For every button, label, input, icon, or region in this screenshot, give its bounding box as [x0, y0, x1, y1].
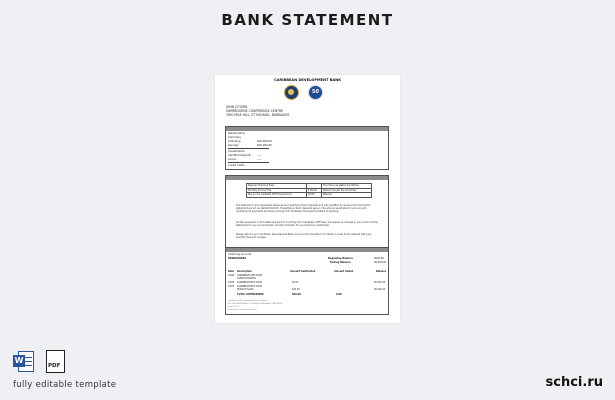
address-line: SHERBOURNE CONFERENCE CENTRE [226, 109, 284, 114]
account-number: 0000000000 [228, 257, 247, 260]
total-added: 0.00 [336, 293, 342, 296]
address-line: JOHN CITIZEN [226, 105, 248, 109]
row-balance: 00,000.00 [374, 281, 386, 284]
total-label: TOTAL SUMMARIZED [237, 293, 264, 296]
checking-section-header [226, 176, 388, 180]
col-description: Description [237, 270, 252, 273]
statement-document [215, 75, 400, 323]
summary-value: ----- [257, 158, 262, 161]
bank-seal-logo [284, 85, 299, 100]
site-watermark: schci.ru [545, 375, 603, 390]
row-description: CARIBBEAN MKT 00/08 [237, 281, 262, 284]
row-description: SEARCH PLAZA [237, 288, 254, 291]
summary-label: Certified Deposit [228, 153, 251, 157]
table-cell: $0.00 [306, 193, 321, 198]
table-cell: Pay As You Go/Debit ATM transactions [247, 193, 307, 198]
bank-name: CARIBBEAN DEVELOPMENT BANK [273, 78, 342, 82]
row-description: CARIB ROYALTIES [237, 277, 256, 280]
customer-address [226, 105, 289, 118]
table-cell: Waived [321, 193, 371, 198]
footer-line: P.O. Box 408 Wildey, St Michael Barbados, BB11000 [228, 303, 282, 305]
page-title: BANK STATEMENT [221, 11, 394, 29]
table-row [247, 193, 372, 198]
row-subtracted: $00.00 [292, 288, 300, 291]
row-date: 01/08 [228, 281, 235, 284]
notice-paragraph: Please refer to your Caribbean Development Bank account documentation for details on how to be retained with your monthly fees and charges. [236, 233, 372, 239]
summary-value: $00,000.00 [257, 144, 272, 147]
summary-value: ----- [257, 154, 262, 157]
fees-table [246, 183, 372, 198]
summary-label: Credit Cards [228, 163, 245, 167]
summary-section-header [226, 127, 388, 131]
row-subtracted: $0.00 [292, 281, 299, 284]
total-subtracted: $00.00 [292, 293, 301, 296]
ending-balance-value: 00,000.00 [374, 261, 387, 264]
beginning-balance-value: 0000.00 [374, 257, 384, 260]
table-cell: Regular Checking Fees [247, 184, 307, 189]
col-balance: Balance [376, 270, 387, 273]
summary-label: Savings [228, 143, 239, 147]
table-cell: Monthly Service Fee [247, 188, 307, 193]
summary-section [225, 126, 389, 170]
row-balance: 00,000.00 [374, 288, 386, 291]
word-file-icon: W [13, 350, 34, 374]
summary-label: Investments [228, 149, 245, 153]
table-cell: $ 00.00 [306, 188, 321, 193]
activity-section [226, 247, 388, 316]
statement-footer [228, 300, 282, 312]
notice-paragraph: All fees appeared in this statement period, including from Caribbean ATM fees, will appear as charges in your next monthly statement for any accounts that currently maintain for your banking relationship. [236, 221, 378, 227]
beginning-balance-label: Beginning Balance [328, 257, 354, 260]
col-subtracted: Amount Subtracted [290, 270, 316, 273]
summary-value: $00,000.00 [257, 140, 272, 143]
col-added: Amount Added [334, 270, 354, 273]
ending-balance-label: Ending Balance [330, 261, 351, 264]
row-description: CARIBBEAN MKT 00/09 [237, 285, 262, 288]
row-date: 01/08 [228, 274, 235, 277]
table-cell: Your Fees (as stated per Notes) [321, 184, 371, 189]
summary-label: Relationship [228, 131, 245, 135]
anniversary-logo: 50 [308, 85, 323, 100]
footer-line: Page 1 of 1 [228, 306, 240, 308]
notice-paragraph: The statement cycle represents balances and qualifying direct deposits and was qualified by Government during the statement period, as stated 00-XXXX. If qualifying, direct deposits were in the amount applicable to your account. Qualifying all payments are those coming from Caribbean Development Bank to banking. [236, 204, 371, 213]
summary-label: Checking [228, 139, 241, 143]
account-name: Checking Account [228, 253, 252, 256]
summary-label: Loans [228, 157, 236, 161]
table-cell: Waived (as per fee schedule) [321, 188, 371, 193]
footer-line: Caribbean Development Bank Limited [228, 300, 268, 302]
activity-section-header [226, 248, 388, 252]
checking-fees-section [225, 175, 389, 315]
row-description: CARIBBEAN ATM 03/08 [237, 274, 262, 277]
row-date: 01/09 [228, 285, 235, 288]
pdf-file-icon: PDF [45, 350, 66, 374]
editable-template-caption: fully editable template [13, 380, 117, 390]
address-line: TWO MILE HILL, ST MICHAEL, BARBADOS [226, 113, 290, 118]
summary-label: Summary [228, 135, 241, 139]
col-date: Date [228, 270, 235, 273]
footer-line: Statement of the statement [228, 309, 258, 311]
